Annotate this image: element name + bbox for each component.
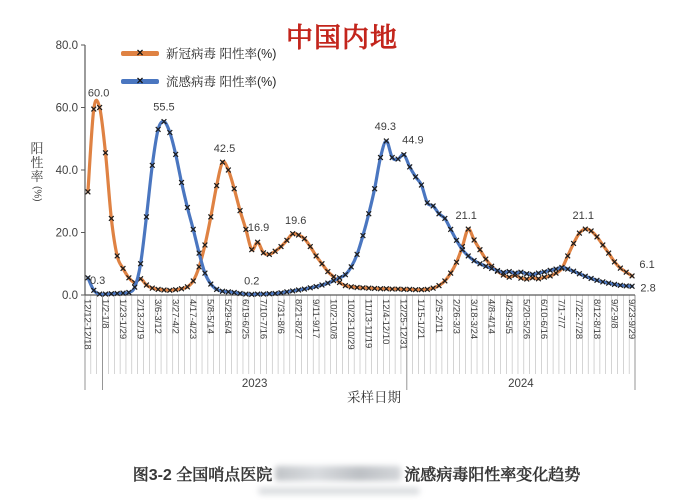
x-axis-label: 8/21-8/27 [292, 299, 304, 340]
legend [121, 44, 276, 90]
legend-item-covid [121, 44, 276, 62]
legend-label-flu: 流感病毒 阳性率(%) [166, 75, 277, 89]
x-axis-label: 9/23-9/29 [625, 299, 637, 340]
x-axis-label: 12/25-12/31 [397, 299, 409, 350]
redacted-watermark [258, 487, 420, 495]
y-axis-tick-label: 20.0 [55, 227, 78, 240]
x-axis-label: 7/22-7/28 [573, 299, 585, 340]
data-label: 55.5 [153, 101, 175, 114]
x-axis-label: 7/1-7/7 [555, 299, 567, 329]
x-axis-title: 采样日期 [347, 390, 401, 405]
covid-line-swatch [121, 45, 159, 60]
legend-item-flu [121, 72, 276, 90]
caption-prefix: 图3-2 全国哨点医院 [132, 467, 273, 484]
x-axis-label: 2/5-2/11 [432, 299, 444, 334]
y-axis-title-text: 阳性率 [30, 141, 44, 185]
x-marker-icon: × [136, 45, 144, 60]
x-axis-label: 5/29-6/4 [222, 299, 234, 334]
y-axis-tick-label: 0.0 [62, 289, 78, 302]
x-axis-label: 6/10-6/16 [538, 299, 550, 340]
chart-title: 中国内地 [286, 23, 398, 53]
y-axis-tick-label: 40.0 [55, 164, 78, 177]
x-axis-label: 3/27-4/2 [169, 299, 181, 334]
data-label: 16.9 [247, 222, 270, 235]
x-axis-label: 3/18-3/24 [467, 299, 479, 340]
x-axis-label: 2/26-3/3 [450, 299, 462, 334]
x-axis-label: 2/13-2/19 [134, 299, 146, 340]
x-axis-label: 7/10-7/16 [257, 299, 269, 340]
legend-label-covid: 新冠病毒 阳性率(%) [166, 47, 277, 61]
caption-suffix: 流感病毒阳性率变化趋势 [404, 467, 581, 484]
x-axis-label: 10/23-10/29 [345, 299, 357, 350]
year-label: 2024 [508, 378, 534, 390]
x-axis-label: 12/12-12/18 [81, 299, 93, 350]
x-axis-label: 6/19-6/25 [239, 299, 251, 340]
flu-series-line [88, 121, 632, 294]
data-label: 44.9 [402, 134, 424, 147]
x-axis-label: 4/8-4/14 [485, 299, 497, 334]
data-label: 0.2 [244, 275, 260, 288]
redacted-text [275, 466, 401, 481]
data-label: 42.5 [213, 143, 236, 156]
x-axis-label: 5/20-5/26 [520, 299, 532, 340]
data-label: 21.1 [455, 210, 477, 223]
covid-series-markers [86, 105, 635, 293]
x-axis-label: 1/23-1/29 [116, 299, 128, 340]
x-axis-label: 4/17-4/23 [187, 299, 199, 340]
data-label: 60.0 [87, 87, 110, 100]
x-axis-label: 4/29-5/5 [503, 299, 514, 334]
x-axis-label: 8/12-8/18 [590, 299, 602, 340]
x-axis-label: 5/8-5/14 [204, 299, 216, 334]
x-axis-label: 9/2-9/8 [608, 299, 620, 329]
data-label: 2.8 [640, 282, 656, 295]
x-axis-label: 7/31-8/6 [274, 299, 286, 334]
y-axis-tick-label: 60.0 [55, 102, 78, 115]
x-axis-label: 1/15-1/21 [415, 299, 427, 340]
x-axis-label: 10/2-10/8 [327, 299, 339, 340]
x-axis-label: 1/2-1/8 [99, 299, 111, 329]
y-axis-title [28, 142, 46, 202]
x-axis-label: 12/4-12/10 [380, 299, 392, 345]
figure-caption [20, 462, 673, 485]
data-label: 0.3 [89, 275, 106, 288]
data-label: 19.6 [284, 214, 307, 227]
year-label: 2023 [241, 378, 268, 390]
x-axis-label: 9/11-9/17 [309, 299, 321, 339]
data-label: 21.1 [572, 210, 594, 223]
flu-line-swatch [121, 73, 159, 88]
data-label: 6.1 [639, 258, 655, 271]
data-label: 49.3 [374, 120, 397, 133]
x-axis-label: 11/13-11/19 [362, 299, 374, 349]
x-marker-icon: × [136, 73, 144, 88]
x-axis-label: 3/6-3/12 [151, 299, 163, 334]
y-axis-title-unit: (%) [31, 186, 43, 202]
y-axis-tick-label: 80.0 [55, 39, 78, 52]
